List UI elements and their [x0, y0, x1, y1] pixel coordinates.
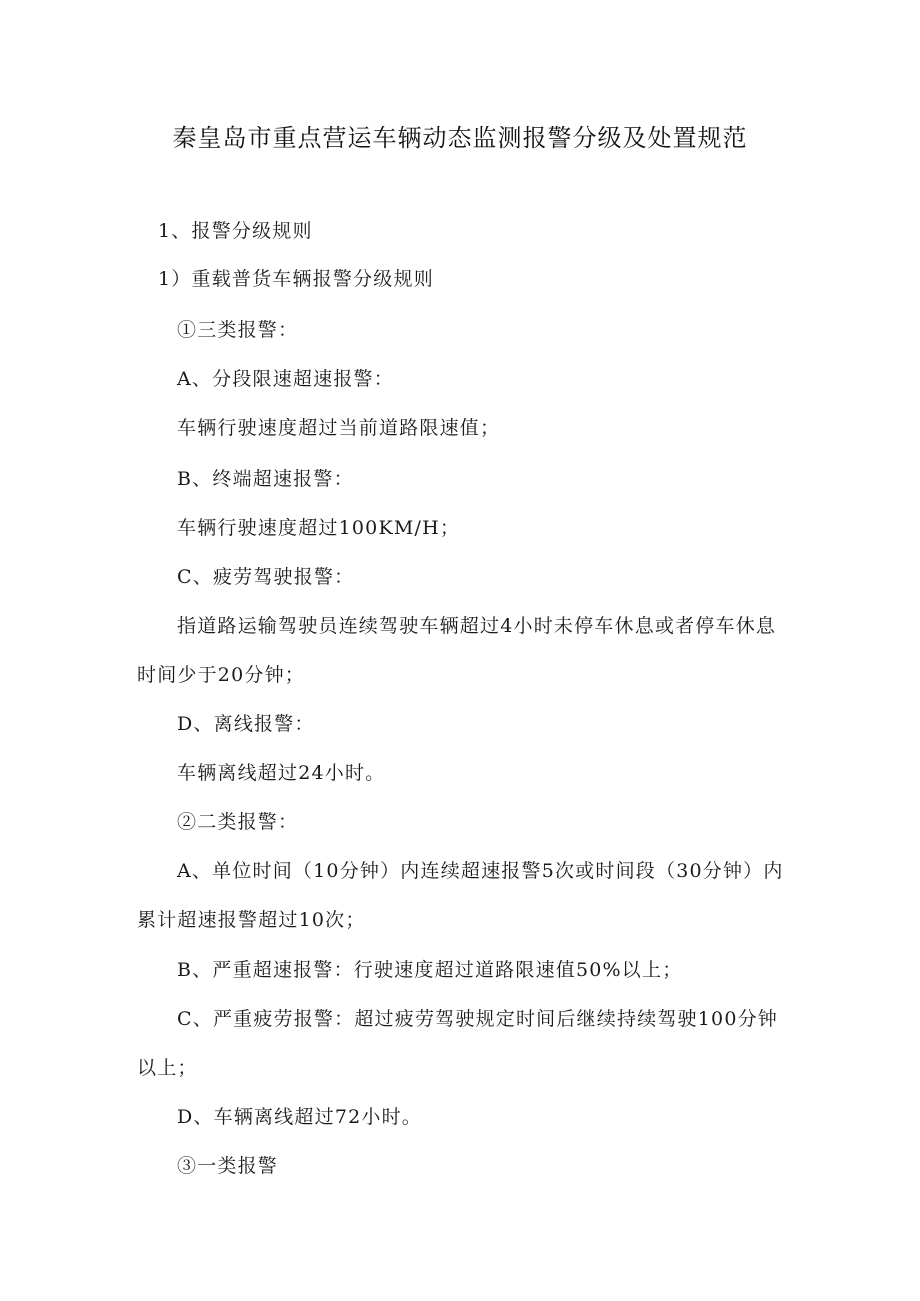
section-heading: 1、报警分级规则	[158, 220, 313, 242]
item-text: A、单位时间（10分钟）内连续超速报警5次或时间段（30分钟）内	[177, 860, 784, 882]
category-heading: ②二类报警：	[177, 811, 299, 833]
item-heading: C、疲劳驾驶报警：	[177, 566, 355, 588]
item-description: 车辆行驶速度超过当前道路限速值；	[177, 417, 501, 439]
item-heading: B、终端超速报警：	[177, 468, 354, 490]
item-description-continued: 时间少于20分钟；	[137, 664, 305, 686]
item-description: 指道路运输驾驶员连续驾驶车辆超过4小时未停车休息或者停车休息	[177, 615, 777, 637]
item-text-continued: 累计超速报警超过10次；	[137, 909, 366, 931]
item-text: B、严重超速报警：行驶速度超过道路限速值50%以上；	[177, 959, 683, 981]
item-text-continued: 以上；	[137, 1057, 198, 1079]
document-title: 秦皇岛市重点营运车辆动态监测报警分级及处置规范	[172, 124, 748, 152]
item-description: 车辆行驶速度超过100KM/H；	[177, 517, 461, 539]
category-heading: ①三类报警：	[177, 319, 299, 341]
item-text: D、车辆离线超过72小时。	[177, 1106, 423, 1128]
category-heading: ③一类报警	[177, 1155, 279, 1177]
item-description: 车辆离线超过24小时。	[177, 762, 386, 784]
item-heading: A、分段限速超速报警：	[177, 368, 394, 390]
item-heading: D、离线报警：	[177, 713, 315, 735]
item-text: C、严重疲劳报警：超过疲劳驾驶规定时间后继续持续驾驶100分钟	[177, 1008, 779, 1030]
subsection-heading: 1）重载普货车辆报警分级规则	[158, 268, 434, 290]
